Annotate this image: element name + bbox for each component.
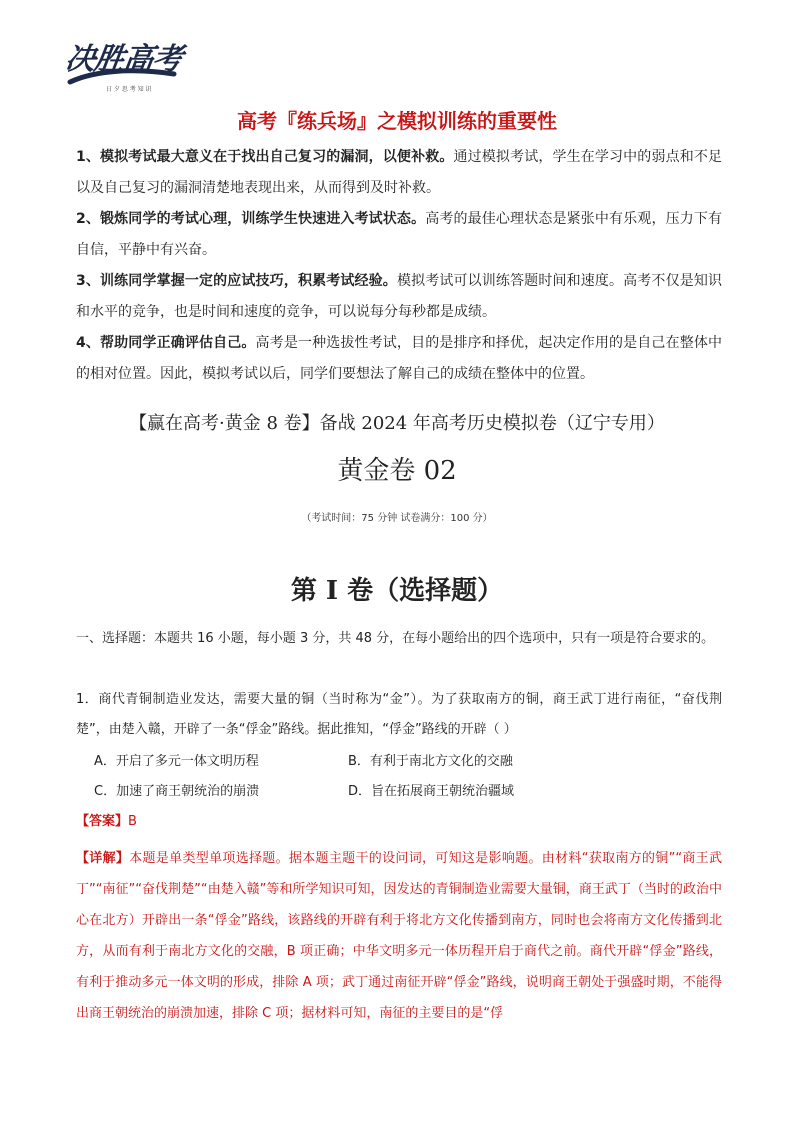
intro-list bbox=[76, 142, 722, 390]
banner-title: 高考『练兵场』之模拟训练的重要性 bbox=[237, 109, 557, 133]
logo-subtext: 日 夕 思 考 知 识 bbox=[106, 86, 152, 93]
intro-item-lead: 2、锻炼同学的考试心理，训练学生快速进入考试状态。 bbox=[76, 211, 426, 227]
option-b[interactable]: B．有利于南北方文化的交融 bbox=[348, 754, 513, 769]
intro-item-lead: 3、训练同学掌握一定的应试技巧，积累考试经验。 bbox=[76, 273, 397, 289]
intro-item bbox=[76, 328, 722, 390]
intro-item-lead: 1、模拟考试最大意义在于找出自己复习的漏洞，以便补救。 bbox=[76, 149, 454, 165]
answer-label: 【答案】 bbox=[76, 814, 129, 829]
question-1: 1．商代青铜制造业发达，需要大量的铜（当时称为“金”）。为了获取南方的铜，商王武丁进行南征，“奋伐荆楚”，由楚入赣，开辟了一条“俘金”路线。据此推知，“俘金”路线的开辟（ ） bbox=[76, 692, 722, 737]
answer-value: B bbox=[128, 814, 137, 829]
intro-item bbox=[76, 142, 722, 204]
exam-meta: （考试时间：75 分钟 试卷满分：100 分） bbox=[301, 513, 493, 524]
analysis-label: 【详解】 bbox=[76, 851, 130, 866]
option-c[interactable]: C．加速了商王朝统治的崩溃 bbox=[94, 784, 260, 799]
intro-item-lead: 4、帮助同学正确评估自己。 bbox=[76, 335, 256, 351]
intro-item-body: 高考的最佳心理状态是紧张中有乐观，压力下有自信，平静中有兴奋。 bbox=[76, 211, 722, 258]
intro-item bbox=[76, 266, 722, 328]
analysis bbox=[76, 843, 722, 1029]
option-d[interactable]: D．旨在拓展商王朝统治疆域 bbox=[348, 784, 515, 799]
intro-item-body: 通过模拟考试，学生在学习中的弱点和不足以及自己复习的漏洞清楚地表现出来，从而得到及时补救。 bbox=[76, 149, 722, 196]
section-title: 第 I 卷（选择题） bbox=[290, 576, 504, 606]
option-a[interactable]: A．开启了多元一体文明历程 bbox=[94, 754, 259, 769]
logo bbox=[63, 34, 184, 110]
paper-title: 黄金卷 02 bbox=[337, 456, 457, 486]
instructions: 一、选择题：本题共 16 小题，每小题 3 分，共 48 分，在每小题给出的四个选项中，只有一项是符合要求的。 bbox=[76, 631, 715, 646]
exam-title: 【赢在高考·黄金 8 卷】备战 2024 年高考历史模拟卷（辽宁专用） bbox=[129, 413, 665, 434]
intro-item-body: 模拟考试可以训练答题时间和速度。高考不仅是知识和水平的竞争，也是时间和速度的竞争，可以说每分每秒都是成绩。 bbox=[76, 273, 722, 320]
logo-text: 决胜高考 bbox=[63, 42, 184, 77]
intro-item bbox=[76, 204, 722, 266]
answer-line bbox=[76, 810, 137, 829]
analysis-text: 本题是单类型单项选择题。据本题主题干的设问词，可知这是影响题。由材料“获取南方的铜”“商王武丁”“南征”“奋伐荆楚”“由楚入赣”等和所学知识可知，因发达的青铜制造业需要大量铜，商王武丁（当时的政治中心在北方）开辟出一条“俘金”路线，该路线的开辟有利于将北方文化传播到南方，同时也会将南方文化传播到北方，从而有利于南北方文化的交融，B 项正确；中华文明多元一体历程开启于商代之前。商代开辟“俘金”路线，有利于推动多元一体文明的形成，排除 A 项；武丁通过南征开辟“俘金”路线，说明商王朝处于强盛时期，不能得出商王朝统治的崩溃加速，排除 C 项；据材料可知，南征的主要目的是“俘 bbox=[76, 851, 722, 1021]
intro-item-body: 高考是一种选拔性考试，目的是排序和择优，起决定作用的是自己在整体中的相对位置。因此，模拟考试以后，同学们要想法了解自己的成绩在整体中的位置。 bbox=[76, 335, 722, 382]
